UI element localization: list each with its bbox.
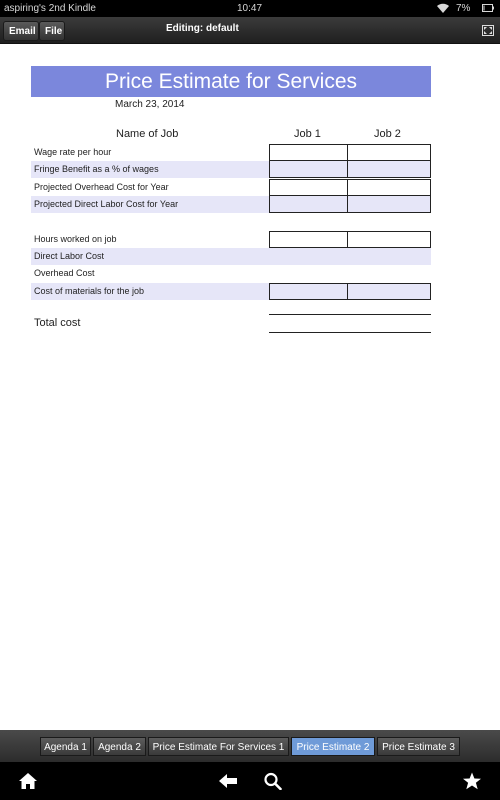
row-fringe-benefit — [31, 161, 431, 178]
navigation-bar — [0, 762, 500, 800]
row-label: Overhead Cost — [34, 268, 95, 278]
cell-projected-overhead-job1[interactable] — [269, 179, 348, 196]
row-label: Wage rate per hour — [34, 147, 112, 157]
battery-icon — [482, 3, 494, 13]
row-wage-rate — [31, 144, 431, 161]
editing-title: Editing: default — [166, 23, 239, 34]
row-label: Hours worked on job — [34, 234, 117, 244]
row-label: Projected Direct Labor Cost for Year — [34, 199, 179, 209]
cell-wage-rate-job1[interactable] — [269, 144, 348, 161]
row-projected-direct-labor — [31, 196, 431, 213]
fullscreen-icon[interactable] — [482, 25, 494, 36]
home-icon[interactable] — [18, 772, 38, 790]
cell-projected-direct-labor-job1[interactable] — [269, 196, 348, 213]
cell-fringe-benefit-job1[interactable] — [269, 161, 348, 178]
tab-agenda-1[interactable]: Agenda 1 — [40, 737, 91, 756]
status-bar — [0, 0, 500, 17]
wifi-icon — [436, 3, 450, 14]
toolbar — [0, 17, 500, 44]
total-divider-top — [269, 314, 431, 315]
row-overhead-cost — [31, 265, 431, 282]
row-label: Projected Overhead Cost for Year — [34, 182, 169, 192]
row-label: Cost of materials for the job — [34, 286, 145, 296]
cell-fringe-benefit-job2[interactable] — [347, 161, 431, 178]
clock: 10:47 — [237, 3, 263, 14]
tab-price-estimate-3[interactable]: Price Estimate 3 — [377, 737, 460, 756]
cell-projected-direct-labor-job2[interactable] — [347, 196, 431, 213]
row-direct-labor-cost — [31, 248, 431, 265]
total-cost-label: Total cost — [34, 317, 81, 329]
document-title: Price Estimate for Services — [31, 66, 431, 97]
tab-agenda-2[interactable]: Agenda 2 — [93, 737, 146, 756]
row-hours-worked — [31, 231, 431, 248]
back-arrow-icon[interactable] — [218, 772, 238, 790]
row-label: Direct Labor Cost — [34, 251, 105, 261]
search-icon[interactable] — [263, 772, 283, 790]
file-button[interactable]: File — [39, 21, 65, 41]
header-job-1: Job 1 — [294, 128, 321, 140]
email-button[interactable]: Email — [3, 21, 39, 41]
spreadsheet-document[interactable] — [0, 45, 500, 730]
battery-percentage: 7% — [456, 3, 471, 14]
row-label: Fringe Benefit as a % of wages — [34, 164, 159, 174]
device-name: aspiring's 2nd Kindle — [4, 3, 96, 14]
row-cost-of-materials — [31, 283, 431, 300]
star-icon[interactable] — [462, 772, 482, 790]
total-divider-bottom — [269, 332, 431, 333]
header-name-of-job: Name of Job — [116, 128, 179, 140]
cell-hours-worked-job2[interactable] — [347, 231, 431, 248]
cell-wage-rate-job2[interactable] — [347, 144, 431, 161]
tab-price-estimate-2[interactable]: Price Estimate 2 — [291, 737, 375, 756]
cell-cost-of-materials-job2[interactable] — [347, 283, 431, 300]
tab-price-estimate-for-services-1[interactable]: Price Estimate For Services 1 — [148, 737, 289, 756]
cell-hours-worked-job1[interactable] — [269, 231, 348, 248]
document-date: March 23, 2014 — [115, 99, 185, 110]
cell-projected-overhead-job2[interactable] — [347, 179, 431, 196]
header-job-2: Job 2 — [374, 128, 401, 140]
sheet-tabs-bar — [0, 730, 500, 762]
cell-cost-of-materials-job1[interactable] — [269, 283, 348, 300]
row-projected-overhead — [31, 179, 431, 196]
